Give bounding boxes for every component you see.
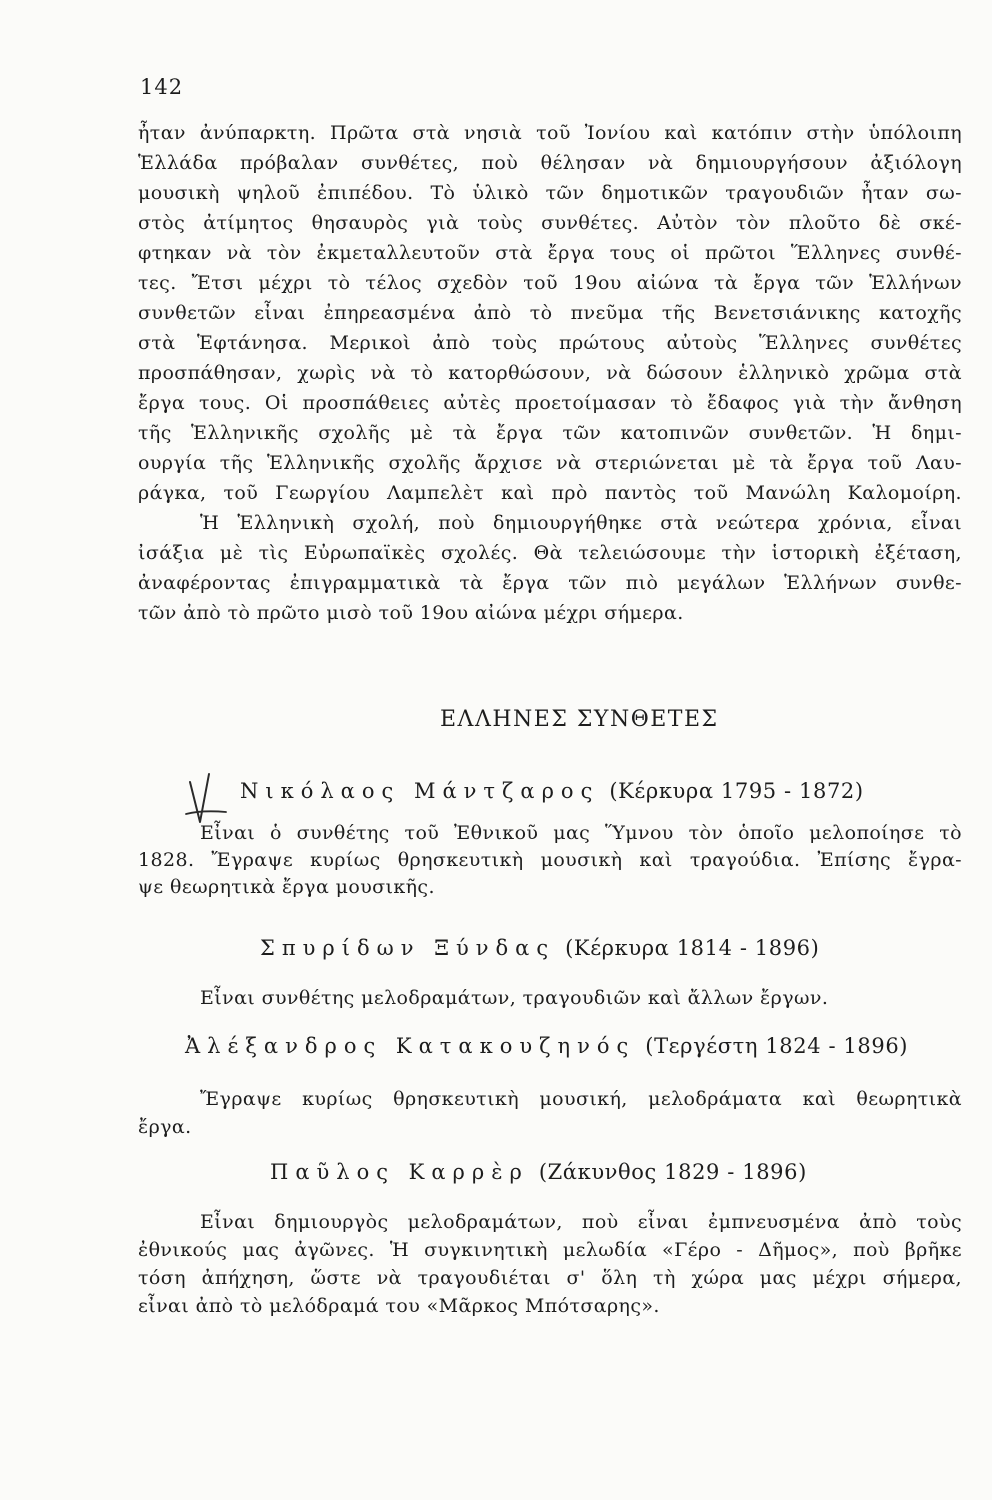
text-line: Εἶναι δημιουργὸς μελοδραμάτων, ποὺ εἶναι ἐμπνευσμένα ἀπὸ τοὺς: [200, 1211, 962, 1233]
text-line: στὸς ἀτίμητος θησαυρὸς γιὰ τοὺς συνθέτες. Αὐτὸν τὸν πλοῦτο δὲ σκέ-: [138, 212, 962, 234]
composer-text: [138, 1085, 962, 1141]
text-line: τῆς Ἑλληνικῆς σχολῆς μὲ τὰ ἔργα τῶν κατοπινῶν συνθετῶν. Ἡ δημι-: [138, 422, 962, 444]
composer-text: [138, 984, 962, 1012]
intro-text: [138, 118, 962, 628]
composer-name: Νικόλαος Μάντζαρος: [240, 779, 600, 803]
text-line: ἦταν ἀνύπαρκτη. Πρῶτα στὰ νησιὰ τοῦ Ἰονίου καὶ κατόπιν στὴν ὑπόλοιπη: [138, 122, 962, 144]
text-line: 1828. Ἔγραψε κυρίως θρησκευτικὴ μουσικὴ καὶ τραγούδια. Ἐπίσης ἔγρα-: [138, 849, 962, 871]
text-line: ἐθνικούς μας ἀγῶνες. Ἡ συγκινητικὴ μελωδία «Γέρο - Δῆμος», ποὺ βρῆκε: [138, 1239, 962, 1261]
text-line: ἰσάξια μὲ τὶς Εὐρωπαϊκὲς σχολές. Θὰ τελειώσουμε τὴν ἱστορικὴ ἐξέταση,: [138, 542, 962, 564]
text-line: τῶν ἀπὸ τὸ πρῶτο μισὸ τοῦ 19ου αἰώνα μέχρι σήμερα.: [138, 602, 684, 624]
text-line: φτηκαν νὰ τὸν ἐκμεταλλευτοῦν στὰ ἔργα τους οἱ πρῶτοι Ἕλληνες συνθέ-: [138, 242, 962, 264]
text-line: τόση ἀπήχηση, ὥστε νὰ τραγουδιέται σ' ὅλη τὴ χώρα μας μέχρι σήμερα,: [138, 1267, 962, 1289]
page-number: 142: [140, 75, 184, 99]
text-line: Ἡ Ἑλληνικὴ σχολή, ποὺ δημιουργήθηκε στὰ νεώτερα χρόνια, εἶναι: [200, 512, 962, 534]
text-line: Εἶναι ὁ συνθέτης τοῦ Ἐθνικοῦ μας Ὕμνου τὸν ὁποῖο μελοποίησε τὸ: [200, 822, 962, 844]
text-line: ἔργα.: [138, 1116, 192, 1138]
composer-name: Σπυρίδων Ξύνδας: [260, 936, 556, 960]
composer-heading: [260, 933, 819, 963]
text-line: Ἔγραψε κυρίως θρησκευτικὴ μουσική, μελοδράματα καὶ θεωρητικὰ: [200, 1088, 962, 1110]
text-line: στὰ Ἑφτάνησα. Μερικοὶ ἀπὸ τοὺς πρώτους αὐτοὺς Ἕλληνες συνθέτες: [138, 332, 962, 354]
composer-text: [138, 1208, 962, 1320]
text-line: μουσικὴ ψηλοῦ ἐπιπέδου. Τὸ ὑλικὸ τῶν δημοτικῶν τραγουδιῶν ἦταν σω-: [138, 182, 962, 204]
text-line: ἔργα τους. Οἱ προσπάθειες αὐτὲς προετοίμασαν τὸ ἔδαφος γιὰ τὴν ἄνθηση: [138, 392, 962, 414]
text-line: Εἶναι συνθέτης μελοδραμάτων, τραγουδιῶν καὶ ἄλλων ἔργων.: [200, 987, 829, 1009]
text-line: ψε θεωρητικὰ ἔργα μουσικῆς.: [138, 876, 435, 898]
composer-heading: [240, 776, 864, 806]
text-line: προσπάθησαν, χωρὶς νὰ τὸ κατορθώσουν, νὰ δώσουν ἑλληνικὸ χρῶμα στὰ: [138, 362, 962, 384]
composer-details: (Ζάκυνθος 1829 - 1896): [538, 1160, 807, 1184]
text-line: συνθετῶν εἶναι ἐπηρεασμένα ἀπὸ τὸ πνεῦμα τῆς Βενετσιάνικης κατοχῆς: [138, 302, 962, 324]
text-line: ράγκα, τοῦ Γεωργίου Λαμπελὲτ καὶ πρὸ παντὸς τοῦ Μανώλη Καλομοίρη.: [138, 482, 962, 504]
composer-details: (Τεργέστη 1824 - 1896): [645, 1034, 909, 1058]
composer-text: [138, 820, 962, 901]
composer-heading: [270, 1157, 807, 1187]
composer-details: (Κέρκυρα 1814 - 1896): [565, 936, 820, 960]
composer-name: Παῦλος Καρρὲρ: [270, 1160, 529, 1184]
composer-details: (Κέρκυρα 1795 - 1872): [609, 779, 864, 803]
text-line: εἶναι ἀπὸ τὸ μελόδραμά του «Μᾶρκος Μπότσαρης».: [138, 1295, 660, 1317]
section-title: ΕΛΛΗΝΕΣ ΣΥΝΘΕΤΕΣ: [440, 707, 719, 732]
text-line: Ἑλλάδα πρόβαλαν συνθέτες, ποὺ θέλησαν νὰ δημιουργήσουν ἀξιόλογη: [138, 152, 962, 174]
composer-name: Ἀλέξανδρος Κατακουζηνός: [185, 1034, 636, 1058]
text-line: ουργία τῆς Ἑλληνικῆς σχολῆς ἄρχισε νὰ στεριώνεται μὲ τὰ ἔργα τοῦ Λαυ-: [138, 452, 962, 474]
composer-heading: [185, 1031, 908, 1061]
text-line: τες. Ἔτσι μέχρι τὸ τέλος σχεδὸν τοῦ 19ου αἰώνα τὰ ἔργα τῶν Ἑλλήνων: [138, 272, 962, 294]
text-line: ἀναφέροντας ἐπιγραμματικὰ τὰ ἔργα τῶν πιὸ μεγάλων Ἑλλήνων συνθε-: [138, 572, 962, 594]
